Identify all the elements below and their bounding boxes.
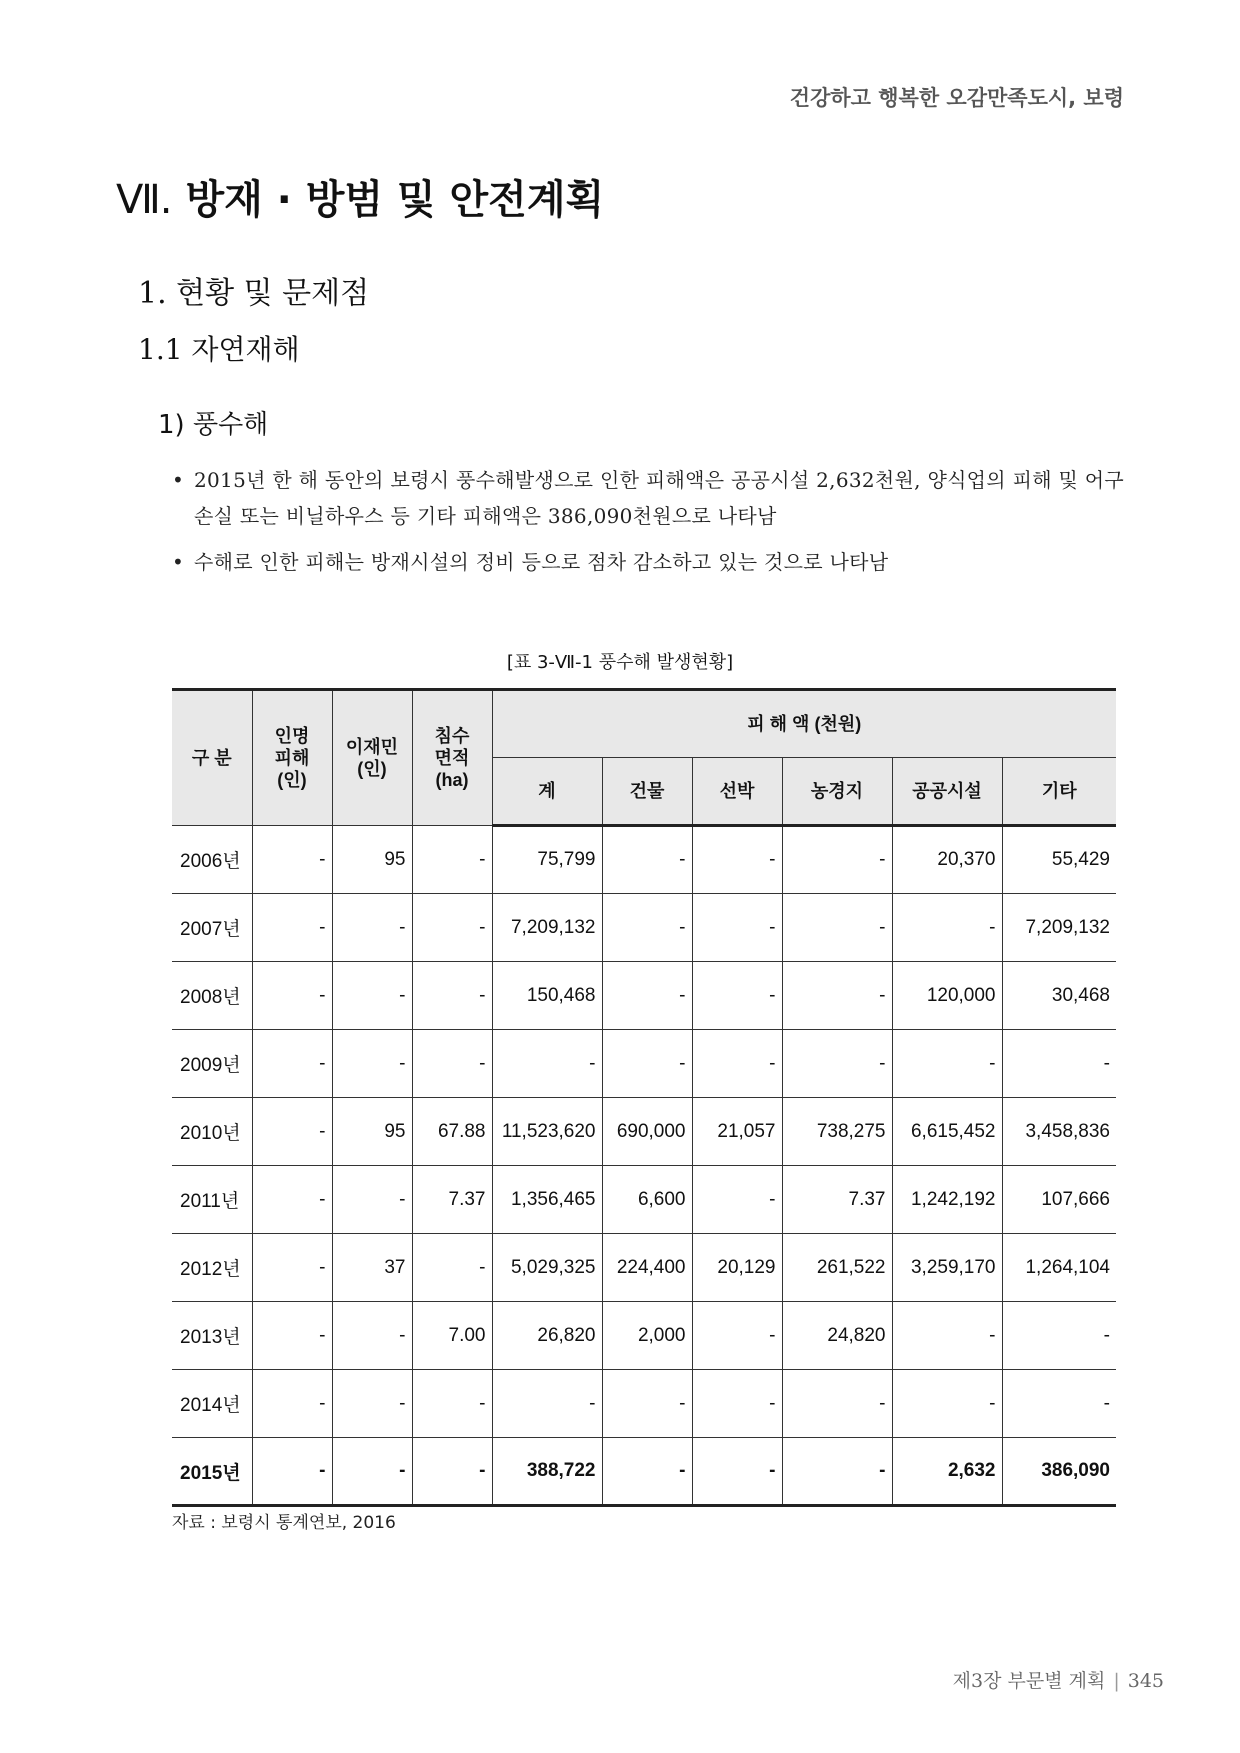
page-number: 345 [1127, 1670, 1164, 1692]
table-cell: 7,209,132 [1002, 894, 1116, 962]
header-casualties: 인명 피해 (인) [252, 690, 332, 826]
row-year-cell: 2013년 [172, 1302, 252, 1370]
table-cell: - [252, 1438, 332, 1506]
bullet-dot-icon: • [172, 550, 185, 574]
table-row [172, 1370, 1116, 1438]
table-cell: - [412, 962, 492, 1030]
table-cell: 95 [332, 1098, 412, 1166]
table-cell: - [332, 1030, 412, 1098]
row-year-cell: 2009년 [172, 1030, 252, 1098]
row-year-cell: 2012년 [172, 1234, 252, 1302]
table-cell: - [332, 1302, 412, 1370]
table-cell: - [782, 1438, 892, 1506]
table-cell: 11,523,620 [492, 1098, 602, 1166]
table-cell: - [692, 962, 782, 1030]
table-cell: - [332, 962, 412, 1030]
table-cell: - [252, 1098, 332, 1166]
table-cell: - [412, 1234, 492, 1302]
table-cell: - [782, 1030, 892, 1098]
table-row [172, 1098, 1116, 1166]
table-cell: - [692, 1030, 782, 1098]
table-row [172, 1166, 1116, 1234]
chapter-numeral: Ⅶ. [116, 177, 172, 223]
table-cell: 7,209,132 [492, 894, 602, 962]
table-cell: - [892, 1030, 1002, 1098]
table-cell: 30,468 [1002, 962, 1116, 1030]
item-title: 1) 풍수해 [158, 410, 269, 440]
table-cell: 107,666 [1002, 1166, 1116, 1234]
table-caption: [표 3-Ⅶ-1 풍수해 발생현황] [506, 652, 734, 673]
table-cell: - [1002, 1030, 1116, 1098]
table-cell: 37 [332, 1234, 412, 1302]
damage-table [172, 688, 1116, 1507]
header-damage-group: 피 해 액 (천원) [492, 690, 1116, 758]
table-cell: 6,600 [602, 1166, 692, 1234]
bullet-dot-icon: • [172, 468, 185, 492]
table-cell: - [492, 1370, 602, 1438]
table-cell: 21,057 [692, 1098, 782, 1166]
running-header: 건강하고 행복한 오감만족도시, 보령 [789, 86, 1124, 110]
table-row [172, 1030, 1116, 1098]
table-cell: - [412, 1370, 492, 1438]
table-cell: - [692, 1166, 782, 1234]
table-cell: - [602, 1438, 692, 1506]
section-title: 1. 현황 및 문제점 [138, 276, 370, 311]
table-cell: 20,370 [892, 826, 1002, 894]
table-cell: - [252, 1030, 332, 1098]
table-cell: 150,468 [492, 962, 602, 1030]
row-year-cell: 2007년 [172, 894, 252, 962]
row-year-cell: 2015년 [172, 1438, 252, 1506]
header-flooded-area: 침수 면적 (ha) [412, 690, 492, 826]
table-cell: - [782, 894, 892, 962]
table-cell: 1,264,104 [1002, 1234, 1116, 1302]
table-cell: 7.37 [782, 1166, 892, 1234]
table-cell: - [412, 1030, 492, 1098]
table-cell: - [692, 1302, 782, 1370]
table-body [172, 826, 1116, 1506]
bullet-item [172, 544, 1130, 580]
header-evacuees: 이재민 (인) [332, 690, 412, 826]
table-cell: - [602, 962, 692, 1030]
table-cell: - [412, 826, 492, 894]
table-cell: 3,259,170 [892, 1234, 1002, 1302]
row-year-cell: 2010년 [172, 1098, 252, 1166]
header-others: 기타 [1002, 758, 1116, 826]
table-cell: - [602, 1370, 692, 1438]
table-cell: 388,722 [492, 1438, 602, 1506]
table-cell: - [252, 1166, 332, 1234]
table-cell: - [782, 826, 892, 894]
table-cell: - [892, 894, 1002, 962]
table-source: 자료 : 보령시 통계연보, 2016 [172, 1513, 396, 1533]
table-cell: 55,429 [1002, 826, 1116, 894]
table-row [172, 1302, 1116, 1370]
header-buildings: 건물 [602, 758, 692, 826]
footer-chapter-label: 제3장 부문별 계획 [952, 1670, 1106, 1692]
table-cell: 738,275 [782, 1098, 892, 1166]
row-year-cell: 2008년 [172, 962, 252, 1030]
table-cell: 67.88 [412, 1098, 492, 1166]
table-row [172, 894, 1116, 962]
bullet-text: 2015년 한 해 동안의 보령시 풍수해발생으로 인한 피해액은 공공시설 2,632천원, 양식업의 피해 및 어구손실 또는 비닐하우스 등 기타 피해액은 386,090천원으로 나타남 [194, 468, 1124, 528]
page-footer [953, 1666, 1164, 1693]
table-cell: 7.00 [412, 1302, 492, 1370]
table-cell: 95 [332, 826, 412, 894]
table-cell: 24,820 [782, 1302, 892, 1370]
row-year-cell: 2014년 [172, 1370, 252, 1438]
table-cell: 6,615,452 [892, 1098, 1002, 1166]
footer-separator: | [1113, 1670, 1120, 1692]
table-cell: - [1002, 1370, 1116, 1438]
table-cell: - [892, 1302, 1002, 1370]
table-cell: 386,090 [1002, 1438, 1116, 1506]
chapter-title-text: 방재 · 방범 및 안전계획 [185, 177, 605, 223]
table-cell: - [252, 826, 332, 894]
table-cell: 1,242,192 [892, 1166, 1002, 1234]
chapter-title [116, 168, 604, 225]
table-cell: - [332, 1370, 412, 1438]
table-cell: - [782, 962, 892, 1030]
table-cell: 120,000 [892, 962, 1002, 1030]
table-cell: - [692, 1370, 782, 1438]
table-cell: - [332, 894, 412, 962]
table-cell: 2,632 [892, 1438, 1002, 1506]
table-cell: - [692, 826, 782, 894]
table-cell: - [602, 894, 692, 962]
table-cell: - [252, 894, 332, 962]
table-cell: 5,029,325 [492, 1234, 602, 1302]
table-cell: 26,820 [492, 1302, 602, 1370]
table-cell: - [252, 1302, 332, 1370]
header-vessels: 선박 [692, 758, 782, 826]
row-year-cell: 2011년 [172, 1166, 252, 1234]
header-public-facilities: 공공시설 [892, 758, 1002, 826]
subsection-title: 1.1 자연재해 [138, 333, 300, 366]
table-cell: 2,000 [602, 1302, 692, 1370]
table-cell: 224,400 [602, 1234, 692, 1302]
table-cell: - [332, 1166, 412, 1234]
row-year-cell: 2006년 [172, 826, 252, 894]
table-cell: - [332, 1438, 412, 1506]
table-cell: - [602, 826, 692, 894]
table-cell: 75,799 [492, 826, 602, 894]
table-cell: - [1002, 1302, 1116, 1370]
table-cell: - [252, 1234, 332, 1302]
header-farmland: 농경지 [782, 758, 892, 826]
table-row [172, 1438, 1116, 1506]
table-cell: - [692, 894, 782, 962]
table-cell: 1,356,465 [492, 1166, 602, 1234]
table-cell: 3,458,836 [1002, 1098, 1116, 1166]
bullet-list [172, 462, 1130, 590]
table-row [172, 826, 1116, 894]
table-cell: - [892, 1370, 1002, 1438]
table-row [172, 1234, 1116, 1302]
table-cell: 261,522 [782, 1234, 892, 1302]
table-cell: - [692, 1438, 782, 1506]
table-cell: 20,129 [692, 1234, 782, 1302]
table-cell: - [602, 1030, 692, 1098]
bullet-text: 수해로 인한 피해는 방재시설의 정비 등으로 점차 감소하고 있는 것으로 나타남 [194, 550, 889, 574]
header-total: 계 [492, 758, 602, 826]
table-cell: - [252, 1370, 332, 1438]
table-row [172, 962, 1116, 1030]
table-cell: - [412, 1438, 492, 1506]
bullet-item [172, 462, 1130, 534]
table-cell: - [412, 894, 492, 962]
table-cell: - [252, 962, 332, 1030]
table-cell: 690,000 [602, 1098, 692, 1166]
table-cell: 7.37 [412, 1166, 492, 1234]
header-division: 구 분 [172, 690, 252, 826]
table-cell: - [782, 1370, 892, 1438]
table-cell: - [492, 1030, 602, 1098]
